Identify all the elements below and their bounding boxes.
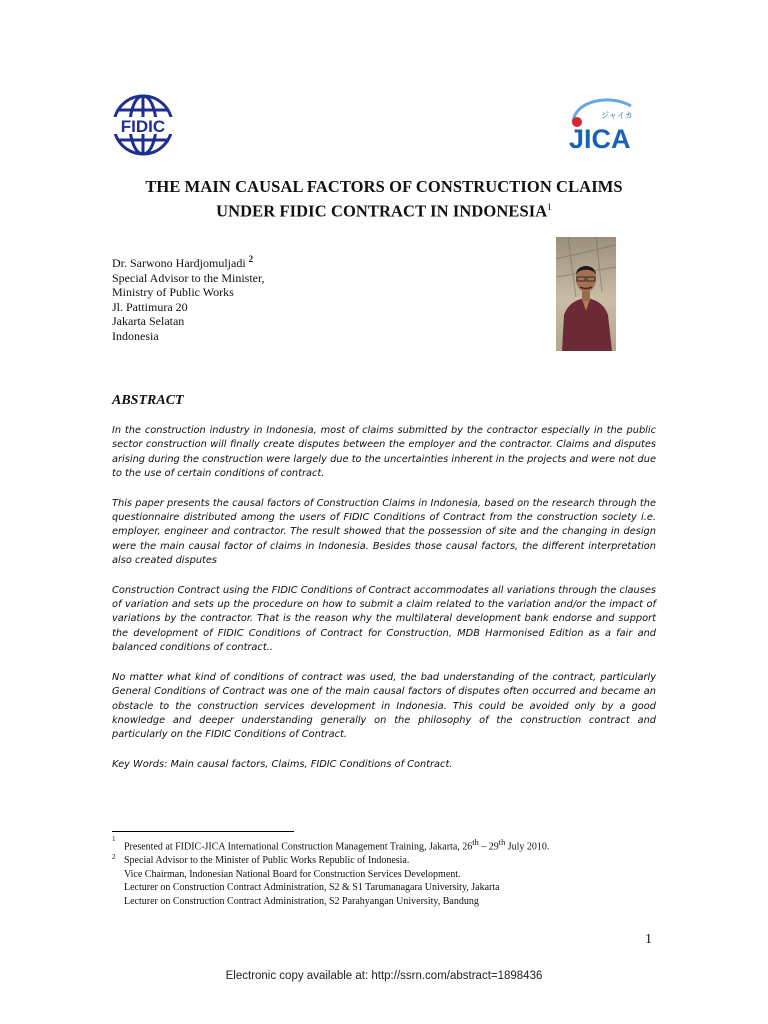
footnote-1-mark: 1 — [112, 835, 116, 843]
footnote-2-line-3: Lecturer on Construction Contract Administration, S2 & S1 Tarumanagara University, Jakarta — [124, 882, 500, 894]
footnote-1-sup-1: th — [472, 838, 479, 847]
footnote-2-line-1: Special Advisor to the Minister of Public Works Republic of Indonesia. — [124, 854, 410, 866]
jica-logo — [565, 92, 637, 154]
abstract-body — [112, 424, 656, 787]
fidic-logo-text: FIDIC — [120, 117, 166, 136]
abstract-paragraph-2: This paper presents the causal factors of Construction Claims in Indonesia, based on the research through the questionnaire distributed among the users of FIDIC Conditions of Contract from the construction society i.e. employer, engineer and contractor. The result showed that the possession of site and the changing in design were the main causal factor of claims in Indonesia. Besides those causal factors, the different interpretation also created disputes — [112, 497, 656, 567]
footnote-1-text-before: Presented at FIDIC-JICA International Construction Management Training, Jakarta, 26 — [124, 841, 473, 853]
footnote-1-dash: – 29 — [478, 841, 499, 853]
footnote-2 — [112, 854, 672, 868]
author-position: Special Advisor to the Minister, — [112, 270, 265, 285]
page-number: 1 — [645, 932, 652, 947]
paper-title — [0, 176, 768, 222]
title-footnote-ref: 1 — [547, 202, 552, 212]
footnote-2-mark: 2 — [112, 852, 116, 861]
jica-katakana: ジャイカ — [601, 111, 633, 120]
abstract-paragraph-3: Construction Contract using the FIDIC Conditions of Contract accommodates all variations through the clauses of variation and sets up the procedure on how to submit a claim related to the variation and/or the impact of variations by the contractor. That is the reason why the multilateral development bank endorse and support the development of FIDIC Conditions of Contract for Construction, MDB Harmonised Edition as a fair and balanced conditions of contract.. — [112, 584, 656, 654]
author-name: Dr. Sarwono Hardjomuljadi — [112, 256, 246, 270]
author-street: Jl. Pattimura 20 — [112, 299, 188, 314]
footnote-divider — [112, 831, 294, 832]
author-city: Jakarta Selatan — [112, 314, 185, 329]
author-country: Indonesia — [112, 328, 159, 343]
footnote-1-text-after: July 2010. — [505, 841, 550, 853]
title-line-2-text: UNDER FIDIC CONTRACT IN INDONESIA — [216, 201, 548, 221]
keywords: Key Words: Main causal factors, Claims, FIDIC Conditions of Contract. — [112, 758, 453, 770]
title-line-1: THE MAIN CAUSAL FACTORS OF CONSTRUCTION CLAIMS — [145, 177, 623, 196]
footnote-2-line-4: Lecturer on Construction Contract Administration, S2 Parahyangan University, Bandung — [124, 895, 479, 907]
footnote-2-line-2: Vice Chairman, Indonesian National Board for Construction Services Development. — [124, 868, 461, 880]
author-ministry: Ministry of Public Works — [112, 285, 234, 300]
abstract-paragraph-1: In the construction industry in Indonesia, most of claims submitted by the contractor especially in the public sector construction will finally create disputes between the employer and the contractor. Claims and disputes arising during the construction were largely due to the uncertainties inherent in the projects and were not due to the use of certain conditions of contract. — [112, 425, 656, 480]
footnote-1 — [112, 836, 672, 854]
abstract-heading: ABSTRACT — [112, 393, 184, 408]
author-block — [112, 252, 265, 344]
author-photo — [556, 237, 616, 351]
footnotes — [112, 836, 672, 908]
jica-logo-text: JICA — [569, 124, 631, 154]
author-name-line — [112, 252, 265, 271]
abstract-paragraph-4: No matter what kind of conditions of contract was used, the bad understanding of the contract, particularly General Conditions of Contract was one of the main causal factors of disputes often occurred and became an obstacle to the construction services development in Indonesia. This could be avoided only by a good knowledge and deeper understanding generally on the philosophy of the construction contract and particularly on the FIDIC Conditions of Contract. — [112, 671, 656, 741]
title-line-2 — [0, 197, 768, 222]
footnote-1-sup-2: th — [498, 838, 506, 847]
author-footnote-ref: 2 — [248, 254, 254, 264]
ssrn-notice: Electronic copy available at: http://ssrn.com/abstract=1898436 — [225, 970, 543, 982]
fidic-logo — [108, 92, 178, 158]
